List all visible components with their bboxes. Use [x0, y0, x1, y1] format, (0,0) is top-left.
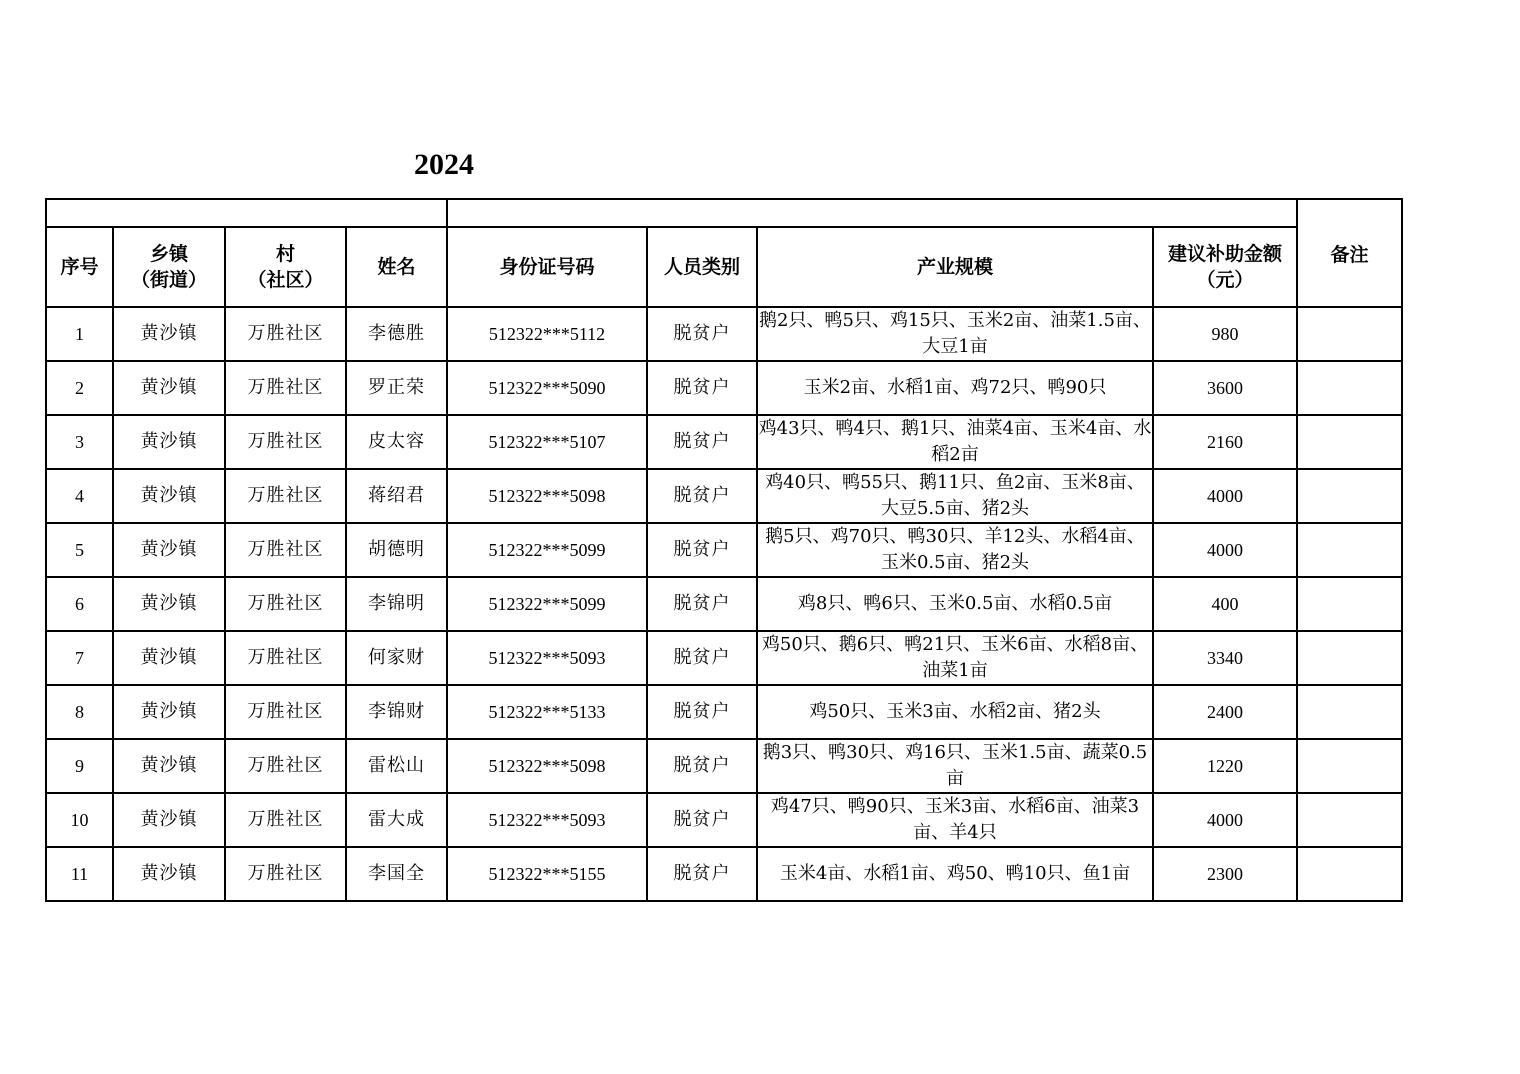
cell-id-number: 512322***5098 — [447, 739, 647, 793]
cell-industry-scale: 鸡50只、玉米3亩、水稻2亩、猪2头 — [757, 685, 1153, 739]
table-row — [46, 739, 1402, 793]
cell-amount: 2160 — [1153, 415, 1297, 469]
header-index: 序号 — [46, 227, 113, 307]
cell-industry-scale: 鹅5只、鸡70只、鸭30只、羊12头、水稻4亩、玉米0.5亩、猪2头 — [757, 523, 1153, 577]
cell-amount: 3600 — [1153, 361, 1297, 415]
table-row — [46, 523, 1402, 577]
cell-category: 脱贫户 — [647, 577, 757, 631]
header-amount-line1: 建议补助金额 — [1167, 243, 1282, 265]
header-town — [113, 227, 225, 307]
header-id-number: 身份证号码 — [447, 227, 647, 307]
cell-index: 2 — [46, 361, 113, 415]
cell-town: 黄沙镇 — [113, 415, 225, 469]
header-town-line2: （街道） — [130, 269, 207, 291]
cell-id-number: 512322***5090 — [447, 361, 647, 415]
cell-town: 黄沙镇 — [113, 847, 225, 901]
cell-village: 万胜社区 — [225, 685, 346, 739]
cell-town: 黄沙镇 — [113, 523, 225, 577]
cell-industry-scale: 鸡40只、鸭55只、鹅11只、鱼2亩、玉米8亩、大豆5.5亩、猪2头 — [757, 469, 1153, 523]
cell-category: 脱贫户 — [647, 307, 757, 361]
cell-id-number: 512322***5093 — [447, 793, 647, 847]
table-row — [46, 685, 1402, 739]
table-row — [46, 847, 1402, 901]
top-right-cell — [447, 199, 1297, 227]
cell-remarks — [1297, 739, 1402, 793]
table-row — [46, 415, 1402, 469]
header-category: 人员类别 — [647, 227, 757, 307]
cell-name: 胡德明 — [346, 523, 447, 577]
cell-town: 黄沙镇 — [113, 577, 225, 631]
cell-index: 5 — [46, 523, 113, 577]
cell-village: 万胜社区 — [225, 739, 346, 793]
cell-remarks — [1297, 793, 1402, 847]
table-header-row — [46, 227, 1402, 307]
cell-index: 3 — [46, 415, 113, 469]
header-name: 姓名 — [346, 227, 447, 307]
cell-name: 皮太容 — [346, 415, 447, 469]
header-village — [225, 227, 346, 307]
cell-id-number: 512322***5133 — [447, 685, 647, 739]
cell-town: 黄沙镇 — [113, 361, 225, 415]
table-row — [46, 631, 1402, 685]
cell-index: 4 — [46, 469, 113, 523]
cell-industry-scale: 鸡8只、鸭6只、玉米0.5亩、水稻0.5亩 — [757, 577, 1153, 631]
cell-index: 9 — [46, 739, 113, 793]
table-row — [46, 307, 1402, 361]
cell-category: 脱贫户 — [647, 685, 757, 739]
cell-village: 万胜社区 — [225, 523, 346, 577]
cell-remarks — [1297, 307, 1402, 361]
cell-town: 黄沙镇 — [113, 685, 225, 739]
cell-index: 11 — [46, 847, 113, 901]
cell-category: 脱贫户 — [647, 847, 757, 901]
cell-amount: 4000 — [1153, 469, 1297, 523]
cell-index: 7 — [46, 631, 113, 685]
cell-id-number: 512322***5099 — [447, 577, 647, 631]
cell-amount: 400 — [1153, 577, 1297, 631]
header-amount-line2: （元） — [1196, 269, 1254, 291]
cell-industry-scale: 鸡43只、鸭4只、鹅1只、油菜4亩、玉米4亩、水稻2亩 — [757, 415, 1153, 469]
cell-village: 万胜社区 — [225, 793, 346, 847]
cell-amount: 2400 — [1153, 685, 1297, 739]
cell-name: 李国全 — [346, 847, 447, 901]
cell-id-number: 512322***5112 — [447, 307, 647, 361]
table-row — [46, 793, 1402, 847]
cell-amount: 4000 — [1153, 793, 1297, 847]
cell-name: 蒋绍君 — [346, 469, 447, 523]
cell-remarks — [1297, 847, 1402, 901]
table-top-row — [46, 199, 1402, 227]
cell-amount: 4000 — [1153, 523, 1297, 577]
cell-remarks — [1297, 631, 1402, 685]
cell-amount: 1220 — [1153, 739, 1297, 793]
cell-industry-scale: 鹅3只、鸭30只、鸡16只、玉米1.5亩、蔬菜0.5亩 — [757, 739, 1153, 793]
header-town-line1: 乡镇 — [149, 243, 188, 265]
cell-industry-scale: 鹅2只、鸭5只、鸡15只、玉米2亩、油菜1.5亩、大豆1亩 — [757, 307, 1153, 361]
table-row — [46, 577, 1402, 631]
cell-industry-scale: 玉米2亩、水稻1亩、鸡72只、鸭90只 — [757, 361, 1153, 415]
cell-village: 万胜社区 — [225, 415, 346, 469]
header-amount — [1153, 227, 1297, 307]
cell-town: 黄沙镇 — [113, 631, 225, 685]
header-industry-scale: 产业规模 — [757, 227, 1153, 307]
cell-remarks — [1297, 469, 1402, 523]
cell-remarks — [1297, 523, 1402, 577]
cell-amount: 2300 — [1153, 847, 1297, 901]
header-village-line2: （社区） — [247, 269, 324, 291]
cell-id-number: 512322***5155 — [447, 847, 647, 901]
cell-index: 1 — [46, 307, 113, 361]
cell-village: 万胜社区 — [225, 361, 346, 415]
cell-name: 罗正荣 — [346, 361, 447, 415]
cell-village: 万胜社区 — [225, 307, 346, 361]
cell-category: 脱贫户 — [647, 469, 757, 523]
cell-industry-scale: 鸡50只、鹅6只、鸭21只、玉米6亩、水稻8亩、油菜1亩 — [757, 631, 1153, 685]
cell-category: 脱贫户 — [647, 793, 757, 847]
cell-index: 8 — [46, 685, 113, 739]
top-left-cell — [46, 199, 447, 227]
cell-town: 黄沙镇 — [113, 793, 225, 847]
cell-name: 雷松山 — [346, 739, 447, 793]
header-remarks: 备注 — [1297, 199, 1402, 307]
cell-id-number: 512322***5098 — [447, 469, 647, 523]
cell-category: 脱贫户 — [647, 739, 757, 793]
cell-category: 脱贫户 — [647, 361, 757, 415]
table-row — [46, 469, 1402, 523]
cell-index: 6 — [46, 577, 113, 631]
cell-amount: 3340 — [1153, 631, 1297, 685]
cell-remarks — [1297, 361, 1402, 415]
cell-village: 万胜社区 — [225, 847, 346, 901]
cell-industry-scale: 鸡47只、鸭90只、玉米3亩、水稻6亩、油菜3亩、羊4只 — [757, 793, 1153, 847]
document-title: 2024 — [414, 148, 474, 181]
cell-id-number: 512322***5107 — [447, 415, 647, 469]
cell-index: 10 — [46, 793, 113, 847]
cell-town: 黄沙镇 — [113, 739, 225, 793]
cell-remarks — [1297, 415, 1402, 469]
header-village-line1: 村 — [275, 243, 295, 265]
cell-name: 李锦财 — [346, 685, 447, 739]
cell-name: 何家财 — [346, 631, 447, 685]
cell-name: 雷大成 — [346, 793, 447, 847]
cell-name: 李德胜 — [346, 307, 447, 361]
cell-id-number: 512322***5099 — [447, 523, 647, 577]
cell-name: 李锦明 — [346, 577, 447, 631]
table-row — [46, 361, 1402, 415]
cell-id-number: 512322***5093 — [447, 631, 647, 685]
cell-category: 脱贫户 — [647, 523, 757, 577]
cell-category: 脱贫户 — [647, 631, 757, 685]
cell-village: 万胜社区 — [225, 631, 346, 685]
cell-category: 脱贫户 — [647, 415, 757, 469]
cell-industry-scale: 玉米4亩、水稻1亩、鸡50、鸭10只、鱼1亩 — [757, 847, 1153, 901]
cell-town: 黄沙镇 — [113, 307, 225, 361]
subsidy-table — [45, 198, 1403, 902]
cell-remarks — [1297, 577, 1402, 631]
cell-remarks — [1297, 685, 1402, 739]
cell-town: 黄沙镇 — [113, 469, 225, 523]
cell-amount: 980 — [1153, 307, 1297, 361]
cell-village: 万胜社区 — [225, 469, 346, 523]
cell-village: 万胜社区 — [225, 577, 346, 631]
